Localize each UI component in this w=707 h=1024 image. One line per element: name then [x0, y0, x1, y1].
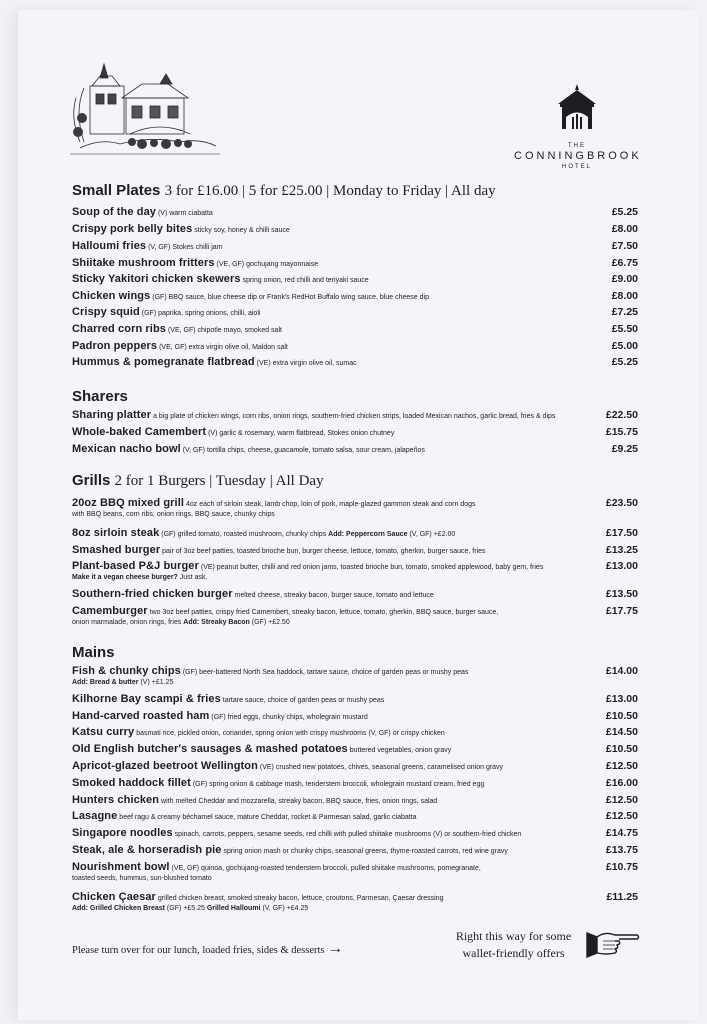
menu-item [72, 443, 612, 457]
menu-item [72, 588, 612, 602]
item-name: Apricot-glazed beetroot Wellington [72, 760, 258, 772]
item-description-cont: with BBQ beans, corn ribs, onion rings, BBQ sauce, chunky chips [72, 510, 275, 518]
item-price: £9.25 [611, 443, 638, 455]
menu-item [72, 356, 612, 370]
item-price: £7.50 [611, 240, 638, 252]
item-name: Crispy squid [72, 306, 140, 318]
item-price: £13.00 [605, 693, 638, 705]
item-name: Padron peppers [72, 340, 158, 352]
menu-item [72, 743, 612, 757]
menu-item [72, 710, 612, 724]
section-sharers-title [72, 388, 128, 405]
section-mains-title [72, 644, 115, 661]
item-description: spinach, carrots, peppers, sesame seeds, red chilli with pulled shiitake mushrooms (V) or southern-fried chicken [174, 831, 522, 838]
item-description: (VE, GF) quinoa, gochujang-roasted tenderstem broccoli, pulled shiitake mushrooms, pomegranate, [171, 865, 481, 872]
item-name: Fish & chunky chips [72, 665, 181, 677]
item-addon: Add: Peppercorn Sauce [328, 531, 408, 538]
item-price: £23.50 [605, 497, 638, 509]
menu-item [72, 409, 612, 423]
item-description: beef ragu & creamy béchamel sauce, mature Cheddar, rocket & Parmesan salad, garlic ciabatta [119, 814, 417, 821]
item-name: Steak, ale & horseradish pie [72, 844, 222, 856]
item-description: spring onion mash or chunky chips, seasonal greens, thyme-roasted carrots, red wine gravy [223, 848, 508, 855]
item-name: Kilhorne Bay scampi & fries [72, 693, 221, 705]
menu-item [72, 340, 612, 354]
item-description: basmati rice, pickled onion, coriander, spring onion with crispy mushrooms (V, GF) or crispy chicken [136, 730, 445, 737]
item-description: (GF) beer-battered North Sea haddock, tartare sauce, choice of garden peas or mushy peas [182, 669, 469, 676]
item-price: £5.50 [611, 323, 638, 335]
pointing-hand-icon [583, 925, 641, 959]
item-price: £16.00 [605, 777, 638, 789]
item-price: £13.75 [605, 844, 638, 856]
item-price: £5.00 [611, 340, 638, 352]
section-small-plates-title [72, 182, 496, 200]
item-name: Sharing platter [72, 409, 152, 421]
item-price: £8.00 [611, 223, 638, 235]
item-price: £17.50 [605, 527, 638, 539]
logo-hotel-suffix: HOTEL [561, 164, 592, 170]
offers-note [446, 928, 581, 962]
offers-line-1: Right this way for some [455, 929, 572, 943]
item-price: £8.00 [611, 290, 638, 302]
offers-line-2: wallet-friendly offers [462, 946, 565, 960]
item-description: 4oz each of sirloin steak, lamb chop, loin of pork, maple-glazed gammon steak and corn dogs [185, 501, 476, 508]
item-description: (VE) peanut butter, chilli and red onion jams, toasted brioche bun, tomato, smoked applewood, baby gem, fries [200, 564, 544, 571]
item-price: £15.75 [605, 426, 638, 438]
menu-item [72, 891, 612, 914]
item-addon: Add: Bread & butter [72, 678, 139, 686]
item-price: £5.25 [611, 356, 638, 368]
item-price: £10.50 [605, 710, 638, 722]
hotel-logo [514, 82, 640, 170]
item-name: Charred corn ribs [72, 323, 167, 335]
menu-item [72, 497, 612, 520]
item-addon-desc: (GF) +£5.25 [166, 904, 205, 912]
item-name: Old English butcher's sausages & mashed potatoes [72, 743, 348, 755]
item-name: Plant-based P&J burger [72, 560, 199, 572]
item-addon-desc: (V, GF) +£2.00 [409, 531, 456, 538]
menu-item [72, 760, 612, 774]
item-price: £11.25 [606, 891, 638, 903]
section-title-text: Small Plates [72, 182, 161, 199]
menu-item [72, 426, 612, 440]
item-price: £13.00 [605, 560, 638, 572]
menu-item [72, 206, 612, 220]
item-description: (GF) spring onion & cabbage mash, tenderstem broccoli, wholegrain mustard cream, fried egg [192, 781, 485, 788]
item-name: Lasagne [72, 810, 118, 822]
item-description: spring onion, red chilli and teriyaki sauce [242, 277, 369, 284]
item-name: Southern-fried chicken burger [72, 588, 233, 600]
item-price: £14.75 [605, 827, 638, 839]
item-description: grilled chicken breast, smoked streaky bacon, lettuce, croutons, Parmesan, Çaesar dressing [157, 895, 444, 902]
turn-over-note [72, 940, 343, 958]
item-name: Hummus & pomegranate flatbread [72, 356, 255, 368]
menu-item [72, 323, 612, 337]
item-name: Chicken Çaesar [72, 891, 156, 903]
item-description: buttered vegetables, onion gravy [349, 747, 452, 754]
menu-item [72, 844, 612, 858]
item-name: Sticky Yakitori chicken skewers [72, 273, 241, 285]
item-addon-desc: (V) +£1.25 [140, 678, 174, 686]
item-price: £22.50 [605, 409, 638, 421]
arrow-right-icon: → [327, 940, 344, 957]
item-name: Whole-baked Camembert [72, 426, 207, 438]
item-description: melted cheese, streaky bacon, burger sauce, tomato and lettuce [234, 592, 434, 599]
item-price: £10.75 [605, 861, 638, 873]
item-addon: Make it a vegan cheese burger? [72, 573, 178, 581]
item-addon-2: Grilled Halloumi [206, 904, 261, 912]
item-description: (VE) extra virgin olive oil, sumac [256, 360, 357, 367]
item-addon-2-desc: (V, GF) +£4.25 [262, 904, 309, 912]
item-addon-desc: Just ask. [179, 573, 208, 581]
item-name: 20oz BBQ mixed grill [72, 497, 185, 509]
item-addon-desc: (GF) +£2.50 [251, 618, 290, 626]
item-description: (VE, GF) gochujang mayonnaise [216, 261, 319, 268]
item-price: £17.75 [605, 605, 638, 617]
item-description: (VE, GF) chipotle mayo, smoked salt [167, 327, 282, 334]
item-description: sticky soy, honey & chilli sauce [194, 227, 290, 234]
menu-item [72, 665, 612, 688]
item-description: (GF) BBQ sauce, blue cheese dip or Frank's RedHot Buffalo wing sauce, blue cheese dip [152, 294, 429, 301]
item-description: two 3oz beef patties, crispy fried Camembert, streaky bacon, lettuce, tomato, gherkin, BBQ sauce, burger sauce, [149, 609, 499, 616]
section-subtitle: 2 for 1 Burgers | Tuesday | All Day [114, 473, 324, 489]
item-price: £9.00 [611, 273, 638, 285]
menu-item [72, 273, 612, 287]
item-description: (GF) paprika, spring onions, chilli, aioli [141, 310, 261, 317]
menu-item [72, 306, 612, 320]
menu-item [72, 290, 612, 304]
item-name: Hand-carved roasted ham [72, 710, 210, 722]
section-title-text: Sharers [72, 388, 128, 405]
menu-item [72, 794, 612, 808]
logo-hotel-name: CONNINGBROOK [514, 150, 642, 162]
item-name: Hunters chicken [72, 794, 160, 806]
item-description: (V) garlic & rosemary, warm flatbread, Stokes onion chutney [208, 430, 395, 437]
item-name: Halloumi fries [72, 240, 147, 252]
item-price: £10.50 [605, 743, 638, 755]
section-grills-title [72, 472, 324, 490]
item-price: £13.25 [605, 544, 638, 556]
item-name: Smoked haddock fillet [72, 777, 191, 789]
gazebo-logo-icon [554, 82, 600, 132]
item-description-cont: onion marmalade, onion rings, fries [72, 618, 182, 626]
item-name: Chicken wings [72, 290, 151, 302]
turn-over-text: Please turn over for our lunch, loaded fries, sides & desserts [72, 945, 325, 956]
section-subtitle: 3 for £16.00 | 5 for £25.00 | Monday to Friday | All day [164, 183, 496, 199]
item-description: (VE, GF) extra virgin olive oil, Maldon salt [159, 344, 288, 351]
item-price: £14.00 [605, 665, 638, 677]
item-addon: Add: Streaky Bacon [183, 618, 250, 626]
item-description-cont: toasted seeds, hummus, sun-blushed tomato [72, 874, 212, 882]
item-name: Mexican nacho bowl [72, 443, 181, 455]
item-name: Katsu curry [72, 726, 135, 738]
item-name: Crispy pork belly bites [72, 223, 193, 235]
item-name: Soup of the day [72, 206, 156, 218]
item-price: £6.75 [611, 257, 638, 269]
item-name: Camemburger [72, 605, 148, 617]
item-price: £12.50 [605, 810, 638, 822]
item-name: Singapore noodles [72, 827, 173, 839]
item-addon: Add: Grilled Chicken Breast [72, 904, 165, 912]
item-description: (V) warm ciabatta [157, 210, 213, 217]
item-description: with melted Cheddar and mozzarella, streaky bacon, BBQ sauce, fries, onion rings, salad [161, 798, 438, 805]
item-description: pair of 3oz beef patties, toasted brioche bun, burger cheese, lettuce, tomato, gherkin, burger sauce, fries [162, 548, 486, 555]
item-description: tartare sauce, choice of garden peas or mushy peas [222, 697, 385, 704]
section-title-text: Mains [72, 644, 115, 661]
menu-item [72, 693, 612, 707]
menu-item [72, 223, 612, 237]
menu-item [72, 777, 612, 791]
item-name: Nourishment bowl [72, 861, 170, 873]
item-description: (GF) fried eggs, chunky chips, wholegrain mustard [211, 714, 368, 721]
item-description: a big plate of chicken wings, corn ribs, onion rings, southern-fried chicken strips, loaded Mexican nachos, garlic bread, fries & dips [153, 413, 556, 420]
item-price: £14.50 [605, 726, 638, 738]
hotel-building-illustration [70, 58, 220, 168]
item-description: (V, GF) Stokes chilli jam [148, 244, 223, 251]
item-price: £7.25 [611, 306, 638, 318]
menu-item [72, 527, 612, 541]
menu-item [72, 544, 612, 558]
item-description: (V, GF) tortilla chips, cheese, guacamole, tomato salsa, sour cream, jalapeños [182, 447, 425, 454]
item-description: (GF) grilled tomato, roasted mushroom, chunky chips [161, 531, 327, 538]
section-title-text: Grills [72, 472, 111, 489]
menu-item [72, 810, 612, 824]
menu-item [72, 257, 612, 271]
item-price: £12.50 [605, 794, 638, 806]
menu-item [72, 240, 612, 254]
item-name: 8oz sirloin steak [72, 527, 160, 539]
menu-item [72, 827, 612, 841]
menu-item [72, 605, 612, 628]
item-name: Smashed burger [72, 544, 161, 556]
menu-item [72, 560, 612, 583]
item-price: £12.50 [605, 760, 638, 772]
menu-item [72, 726, 612, 740]
item-name: Shiitake mushroom fritters [72, 257, 215, 269]
logo-the: THE [568, 143, 586, 149]
menu-item [72, 861, 612, 884]
item-price: £5.25 [611, 206, 638, 218]
item-price: £13.50 [605, 588, 638, 600]
item-description: (VE) crushed new potatoes, chives, seasonal greens, caramelised onion gravy [259, 764, 504, 771]
